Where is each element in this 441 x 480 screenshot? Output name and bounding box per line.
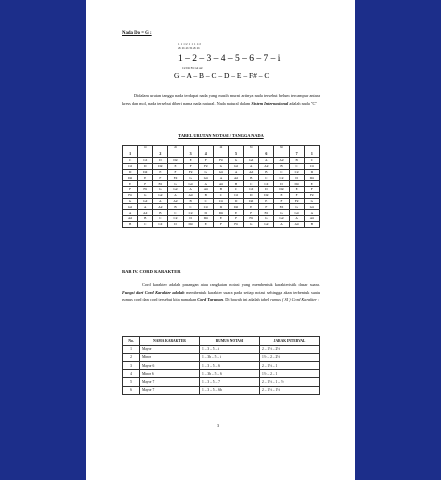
header-cell: 1 xyxy=(304,149,319,158)
table-cell: 2 – 1½ – 2½ xyxy=(260,345,320,353)
interval-labels-top: 1 1 1/2 1 1 1 1/2 xyxy=(178,42,202,46)
header-superscript: 1# xyxy=(138,146,153,150)
table-cell: F# xyxy=(259,210,274,216)
table-cell: D xyxy=(213,204,228,210)
table-cell: 1 – 3 – 5 – 7 xyxy=(200,378,260,386)
table-cell: E xyxy=(183,158,198,164)
table-cell: F# xyxy=(228,221,243,227)
table-title: TABEL URUTAN NOTASI / TANGGA NADA xyxy=(178,133,264,138)
table-cell: F xyxy=(274,198,289,204)
table-cell: G# xyxy=(168,186,183,192)
table-cell: G# xyxy=(183,181,198,187)
table-cell: G xyxy=(138,192,153,198)
table-cell: G xyxy=(183,175,198,181)
notation-table xyxy=(122,145,320,228)
table-cell: E xyxy=(304,181,319,187)
table-cell: C# xyxy=(274,175,289,181)
table-cell: G# xyxy=(274,215,289,221)
table-cell: G# xyxy=(123,204,138,210)
table-cell: G# xyxy=(138,198,153,204)
chord-col-interval: JARAK INTERVAL xyxy=(260,337,320,346)
chord-table xyxy=(122,336,320,395)
table-cell: Mayor xyxy=(140,345,200,353)
table-cell: G# xyxy=(228,163,243,169)
table-cell: D# xyxy=(274,186,289,192)
table-cell: B xyxy=(259,169,274,175)
table-cell: 5 xyxy=(123,378,140,386)
table-cell: F xyxy=(123,186,138,192)
table-cell: C xyxy=(228,186,243,192)
table-cell: F xyxy=(168,169,183,175)
table-cell: D xyxy=(183,215,198,221)
table-row xyxy=(123,353,320,361)
table-cell: B xyxy=(304,221,319,227)
table-cell: Minor xyxy=(140,353,200,361)
table-cell: A# xyxy=(289,221,304,227)
table-cell: C# xyxy=(198,204,213,210)
table-cell: 1 – 3b – 5 – i xyxy=(200,353,260,361)
table-row xyxy=(123,378,320,386)
table-cell: 4 xyxy=(123,370,140,378)
table-cell: B xyxy=(274,163,289,169)
table-cell: B xyxy=(198,192,213,198)
table-cell: D# xyxy=(228,204,243,210)
table-cell: D# xyxy=(213,210,228,216)
table-cell: E xyxy=(153,169,168,175)
table-cell: E xyxy=(244,204,259,210)
table-cell: F# xyxy=(304,192,319,198)
table-cell: C xyxy=(198,198,213,204)
header-cell: 5 xyxy=(228,149,243,158)
table-cell: G# xyxy=(289,210,304,216)
table-cell: C xyxy=(244,181,259,187)
table-cell: Mayor 7 xyxy=(140,378,200,386)
header-cell xyxy=(138,149,153,158)
table-cell: G xyxy=(304,198,319,204)
table-cell: C# xyxy=(228,192,243,198)
table-cell: Mayor 7 xyxy=(140,386,200,394)
table-cell: F xyxy=(289,192,304,198)
header-superscript: 2# xyxy=(168,146,183,150)
table-cell: A xyxy=(228,169,243,175)
table-cell: 1½ – 2 – 1 xyxy=(260,370,320,378)
table-cell: E xyxy=(274,192,289,198)
table-cell: B xyxy=(138,215,153,221)
table-cell: E xyxy=(198,221,213,227)
table-cell: B xyxy=(168,204,183,210)
table-cell: C xyxy=(259,175,274,181)
header-cell: 6 xyxy=(259,149,274,158)
table-cell: A xyxy=(123,210,138,216)
table-cell: G xyxy=(198,169,213,175)
table-cell: C xyxy=(138,221,153,227)
table-cell: 3 xyxy=(123,361,140,369)
table-cell: 1½ – 2 – 2½ xyxy=(260,353,320,361)
table-cell: F xyxy=(304,186,319,192)
table-cell: D xyxy=(153,158,168,164)
table-cell: A# xyxy=(138,210,153,216)
table-cell: 1 – 3 – 5 – 6b xyxy=(200,386,260,394)
table-cell: A xyxy=(213,175,228,181)
table-cell: C# xyxy=(289,169,304,175)
table-cell: C xyxy=(183,204,198,210)
table-cell: G xyxy=(289,204,304,210)
table-cell: D# xyxy=(168,158,183,164)
table-cell: G# xyxy=(259,221,274,227)
letter-scale: G – A – B – C – D – E – F# – C xyxy=(174,71,270,80)
table-cell: D xyxy=(228,198,243,204)
table-cell: F# xyxy=(198,163,213,169)
table-cell: D xyxy=(274,181,289,187)
table-cell: B xyxy=(228,181,243,187)
table-cell: Minor 6 xyxy=(140,370,200,378)
table-cell: F xyxy=(153,175,168,181)
table-cell: G xyxy=(123,198,138,204)
table-row xyxy=(123,361,320,369)
header-cell: 7 xyxy=(289,149,304,158)
table-cell: A xyxy=(183,186,198,192)
table-cell: F# xyxy=(183,169,198,175)
table-cell: G# xyxy=(244,158,259,164)
table-cell: A xyxy=(198,181,213,187)
table-cell: C# xyxy=(213,198,228,204)
table-cell: B xyxy=(289,158,304,164)
header-cell: 1 xyxy=(123,149,138,158)
table-cell: A xyxy=(153,198,168,204)
table-cell: G# xyxy=(198,175,213,181)
header-cell xyxy=(213,149,228,158)
table-cell: D xyxy=(289,175,304,181)
table-cell: A xyxy=(259,158,274,164)
table-cell: C xyxy=(153,215,168,221)
table-cell: 2 xyxy=(123,353,140,361)
table-cell: F xyxy=(259,204,274,210)
table-cell: F xyxy=(198,158,213,164)
table-cell: B xyxy=(153,210,168,216)
table-cell: D# xyxy=(304,175,319,181)
table-cell: F# xyxy=(123,192,138,198)
header-superscript: 4# xyxy=(213,146,228,150)
cent-labels-bottom: C# D# F# G# A# xyxy=(182,66,203,70)
cent-labels-top: 2b 2b 4b 3b 2b 2b xyxy=(178,46,200,50)
table-cell: B xyxy=(244,175,259,181)
table-cell: E xyxy=(259,198,274,204)
table-cell: A# xyxy=(153,204,168,210)
chord-col-no: No. xyxy=(123,337,140,346)
table-cell: D xyxy=(198,210,213,216)
table-cell: F# xyxy=(213,158,228,164)
table-cell: A# xyxy=(123,215,138,221)
table-cell: G xyxy=(168,181,183,187)
table-cell: A# xyxy=(183,192,198,198)
table-cell: A# xyxy=(168,198,183,204)
chapter-heading: BAB IV. CORD KARAKTER xyxy=(122,269,181,274)
table-cell: F# xyxy=(274,204,289,210)
table-cell: A xyxy=(274,221,289,227)
paragraph-cord: Cord karakter adalah pasangan atau rangkaian notasi yang membentuk karakteristik dasar suara. Fungsi dari Cord Karakter adalah membentuk karakter suara pada setiap notasi sehingga akan terbentuk suatu rumus cord dan cord tersebut kita namakan Cord Turunan. Di bawah ini adalah tabel rumus ( SI ) Cord Karakter : xyxy=(122,282,321,303)
table-cell: A# xyxy=(274,158,289,164)
table-cell: D xyxy=(244,192,259,198)
table-cell: F# xyxy=(153,181,168,187)
table-cell: C# xyxy=(153,221,168,227)
table-cell: F# xyxy=(168,175,183,181)
header-cell: 4 xyxy=(198,149,213,158)
header-superscript: 6# xyxy=(274,146,289,150)
table-cell: C# xyxy=(259,181,274,187)
table-cell: G# xyxy=(213,169,228,175)
document-page xyxy=(86,0,355,480)
table-cell: C# xyxy=(304,163,319,169)
table-cell: E xyxy=(228,210,243,216)
table-cell: D# xyxy=(123,175,138,181)
table-cell: A# xyxy=(259,163,274,169)
table-cell: B xyxy=(213,186,228,192)
table-cell: B xyxy=(123,221,138,227)
table-cell: E xyxy=(168,163,183,169)
table-cell: G xyxy=(259,215,274,221)
table-cell: D# xyxy=(183,221,198,227)
table-cell: F# xyxy=(138,186,153,192)
table-cell: D xyxy=(304,169,319,175)
table-cell: D xyxy=(138,163,153,169)
table-cell: E xyxy=(289,186,304,192)
table-cell: C xyxy=(289,163,304,169)
table-cell: B xyxy=(183,198,198,204)
table-cell: G xyxy=(274,210,289,216)
header-cell xyxy=(274,149,289,158)
table-cell: 2 – 1½ – 1 – ½ xyxy=(260,378,320,386)
table-cell: E xyxy=(138,175,153,181)
table-row xyxy=(123,221,320,227)
table-cell: F xyxy=(213,221,228,227)
table-cell: D# xyxy=(259,192,274,198)
table-cell: A xyxy=(289,215,304,221)
number-scale: 1 – 2 – 3 – 4 – 5 – 6 – 7 – i xyxy=(178,54,281,64)
table-cell: D# xyxy=(289,181,304,187)
table-cell: E xyxy=(123,181,138,187)
table-cell: D# xyxy=(138,169,153,175)
table-cell: A xyxy=(138,204,153,210)
chord-col-name: NAMA KARAKTER xyxy=(140,337,200,346)
table-cell: C xyxy=(168,210,183,216)
table-cell: D xyxy=(259,186,274,192)
table-cell: G xyxy=(213,163,228,169)
table-cell: D# xyxy=(198,215,213,221)
chord-col-formula: RUMUS NOTASI xyxy=(200,337,260,346)
table-cell: C xyxy=(304,158,319,164)
table-cell: D# xyxy=(244,198,259,204)
table-cell: A xyxy=(244,163,259,169)
table-cell: F# xyxy=(244,215,259,221)
header-cell: 3 xyxy=(183,149,198,158)
table-row xyxy=(123,386,320,394)
table-cell: F xyxy=(183,163,198,169)
table-cell: A# xyxy=(244,169,259,175)
table-cell: D# xyxy=(153,163,168,169)
table-cell: C# xyxy=(244,186,259,192)
table-cell: 2 – 1½ – 1½ xyxy=(260,386,320,394)
table-cell: A# xyxy=(228,175,243,181)
header-cell xyxy=(244,149,259,158)
table-cell: F xyxy=(244,210,259,216)
table-cell: A# xyxy=(198,186,213,192)
table-cell: C xyxy=(123,158,138,164)
table-cell: C# xyxy=(168,215,183,221)
table-cell: C# xyxy=(138,158,153,164)
table-cell: G xyxy=(153,186,168,192)
table-row xyxy=(123,345,320,353)
header-superscript: 5# xyxy=(244,146,259,150)
header-cell xyxy=(168,149,183,158)
table-cell: 6 xyxy=(123,386,140,394)
page-number: 3 xyxy=(217,423,220,428)
paragraph-intro: Didalam urutan tangga nada terdapat nada yang masih murni artinya nada tersebut belum tercampur antara kress dan mol, nada tersebut diberi nama nada natural. Nada natural dalam Sistem Internasional adalah nada "C" xyxy=(122,93,320,106)
table-cell: G# xyxy=(153,192,168,198)
header-cell: 2 xyxy=(153,149,168,158)
table-cell: 1 – 3b – 5 – 6 xyxy=(200,370,260,378)
table-cell: C xyxy=(213,192,228,198)
section-heading-nada-do: Nada Do = G : xyxy=(122,31,152,36)
table-cell: 1 – 3 – 5 – 6 xyxy=(200,361,260,369)
table-cell: D xyxy=(168,221,183,227)
table-cell: F xyxy=(228,215,243,221)
table-cell: C# xyxy=(183,210,198,216)
table-cell: 1 xyxy=(123,345,140,353)
table-cell: 2 – 1½ – 1 xyxy=(260,361,320,369)
table-cell: G xyxy=(244,221,259,227)
table-cell: 1 – 3 – 5 – i xyxy=(200,345,260,353)
table-cell: C xyxy=(274,169,289,175)
table-cell: G# xyxy=(304,204,319,210)
table-cell: F xyxy=(138,181,153,187)
table-cell: Mayor 6 xyxy=(140,361,200,369)
table-cell: D xyxy=(123,169,138,175)
table-cell: C# xyxy=(123,163,138,169)
table-cell: G xyxy=(228,158,243,164)
table-cell: A# xyxy=(304,215,319,221)
table-row xyxy=(123,370,320,378)
table-cell: E xyxy=(213,215,228,221)
table-cell: A xyxy=(304,210,319,216)
table-cell: A xyxy=(168,192,183,198)
table-cell: F# xyxy=(289,198,304,204)
table-cell: A# xyxy=(213,181,228,187)
